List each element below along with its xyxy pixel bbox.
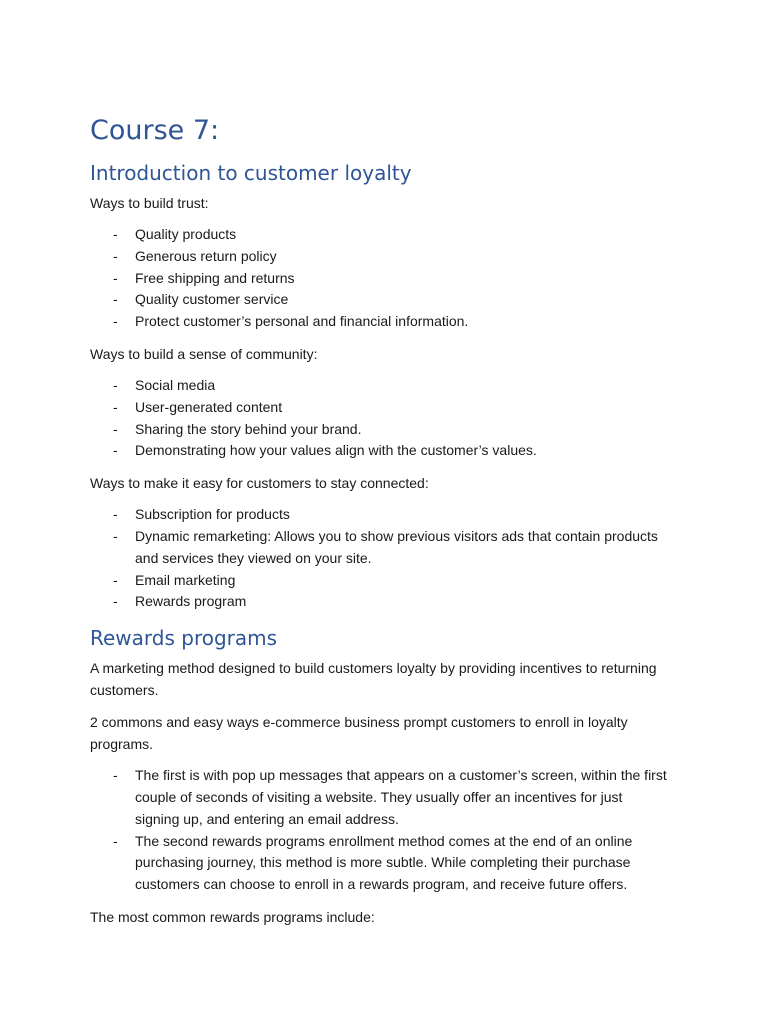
page-title: Course 7: <box>90 115 220 146</box>
trust-list <box>90 224 668 333</box>
list-item: - Rewards program <box>90 591 668 613</box>
list-item: - Quality products <box>90 224 668 246</box>
list-item: - Sharing the story behind your brand. <box>90 419 668 441</box>
list-item: - Demonstrating how your values align with the customer’s values. <box>90 440 668 462</box>
list-item: - The first is with pop up messages that appears on a customer’s screen, within the first couple of seconds of visiting a website. They usually offer an incentives for just signing up, and entering an email address. <box>90 765 668 830</box>
list-item: - Free shipping and returns <box>90 268 668 290</box>
rewards-ways-lead: 2 commons and easy ways e-commerce business prompt customers to enroll in loyalty programs. <box>90 714 628 753</box>
community-list <box>90 375 668 462</box>
list-item: - Generous return policy <box>90 246 668 268</box>
trust-lead: Ways to build trust: <box>90 195 209 211</box>
rewards-definition: A marketing method designed to build customers loyalty by providing incentives to returning customers. <box>90 660 657 699</box>
list-item: - User-generated content <box>90 397 668 419</box>
list-item: - Email marketing <box>90 570 668 592</box>
rewards-heading: Rewards programs <box>90 626 278 651</box>
list-item: - Social media <box>90 375 668 397</box>
list-item: - Quality customer service <box>90 289 668 311</box>
list-item: - The second rewards programs enrollment method comes at the end of an online purchasing journey, this method is more subtle. While completing their purchase customers can choose to enroll in a rewards program, and receive future offers. <box>90 831 668 896</box>
list-item: - Dynamic remarketing: Allows you to show previous visitors ads that contain products and services they viewed on your site. <box>90 526 668 570</box>
rewards-list <box>90 765 668 896</box>
connected-list <box>90 504 668 613</box>
list-item: - Protect customer’s personal and financial information. <box>90 311 668 333</box>
community-lead: Ways to build a sense of community: <box>90 345 318 362</box>
intro-heading: Introduction to customer loyalty <box>90 161 412 185</box>
connected-lead: Ways to make it easy for customers to stay connected: <box>90 475 429 492</box>
rewards-common-lead: The most common rewards programs include: <box>90 908 375 925</box>
list-item: - Subscription for products <box>90 504 668 526</box>
